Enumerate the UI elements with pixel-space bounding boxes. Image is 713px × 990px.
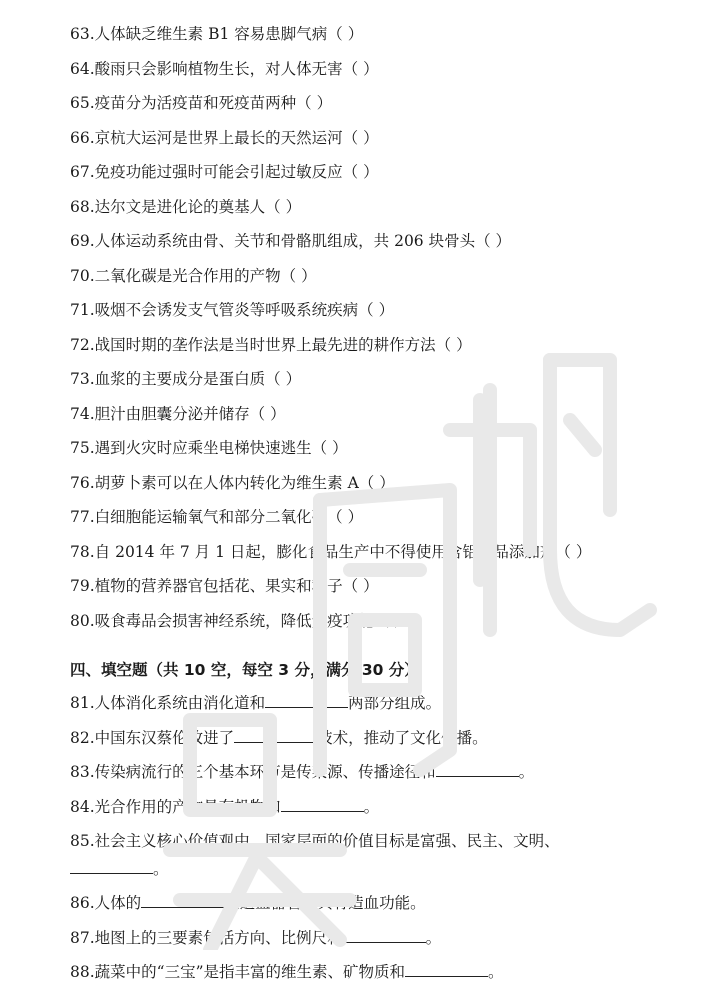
item-number: 81. <box>70 694 95 712</box>
tf-item-63 <box>70 24 363 44</box>
answer-blank[interactable] <box>343 928 426 943</box>
item-text: 达尔文是进化论的奠基人（ ） <box>94 198 302 216</box>
item-number: 79. <box>70 577 95 595</box>
item-text: 吸烟不会诱发支气管炎等呼吸系统疾病（ ） <box>94 301 395 319</box>
answer-blank[interactable] <box>405 962 488 977</box>
item-number: 66. <box>70 129 95 147</box>
item-number: 70. <box>70 267 95 285</box>
item-number: 80. <box>70 612 95 630</box>
item-text: 吸食毒品会损害神经系统，降低免疫功能（ ） <box>94 612 410 630</box>
tf-item-79 <box>70 576 379 596</box>
tf-item-64 <box>70 59 379 79</box>
item-text: 白细胞能运输氧气和部分二氧化碳（ ） <box>94 508 364 526</box>
item-text: 免疫功能过强时可能会引起过敏反应（ ） <box>94 163 379 181</box>
item-number: 78. <box>70 543 95 561</box>
item-number: 63. <box>70 25 95 43</box>
item-number: 83. <box>70 763 95 781</box>
tf-item-75 <box>70 438 348 458</box>
tf-item-77 <box>70 507 363 527</box>
answer-blank[interactable] <box>265 693 348 708</box>
item-text: 疫苗分为活疫苗和死疫苗两种（ ） <box>94 94 333 112</box>
answer-blank[interactable] <box>70 859 153 874</box>
item-text: 自 2014 年 7 月 1 日起，膨化食品生产中不得使用含铝食品添加剂（ ） <box>94 543 592 561</box>
tf-item-67 <box>70 162 379 182</box>
fill-item-82 <box>70 728 488 748</box>
tf-item-73 <box>70 369 301 389</box>
answer-blank[interactable] <box>234 728 317 743</box>
item-number: 82. <box>70 729 95 747</box>
item-text: 血浆的主要成分是蛋白质（ ） <box>94 370 302 388</box>
tf-item-66 <box>70 128 379 148</box>
item-text-after: 。 <box>425 929 442 947</box>
tf-item-70 <box>70 266 317 286</box>
item-text: 人体缺乏维生素 B1 容易患脚气病（ ） <box>94 25 364 43</box>
item-number: 69. <box>70 232 95 250</box>
tf-item-65 <box>70 93 332 113</box>
item-number: 65. <box>70 94 95 112</box>
item-text-after: 。 <box>488 963 504 981</box>
item-number: 67. <box>70 163 95 181</box>
tf-item-72 <box>70 335 472 355</box>
item-text-after: 。 <box>153 860 169 878</box>
fill-item-87 <box>70 928 441 948</box>
item-number: 74. <box>70 405 95 423</box>
item-text: 人体的 <box>94 894 142 912</box>
answer-blank[interactable] <box>281 797 364 812</box>
tf-item-76 <box>70 473 395 493</box>
item-text-after: 是造血器官，具有造血功能。 <box>224 894 426 912</box>
item-text: 胆汁由胆囊分泌并储存（ ） <box>94 405 286 423</box>
item-text: 光合作用的产物是有机物和 <box>94 798 281 816</box>
answer-blank[interactable] <box>141 893 224 908</box>
item-number: 76. <box>70 474 95 492</box>
item-text: 京杭大运河是世界上最长的天然运河（ ） <box>94 129 379 147</box>
item-text: 中国东汉蔡伦改进了 <box>94 729 235 747</box>
fill-item-85-continuation <box>70 859 169 879</box>
item-number: 86. <box>70 894 95 912</box>
item-number: 77. <box>70 508 95 526</box>
item-number: 72. <box>70 336 95 354</box>
tf-item-71 <box>70 300 394 320</box>
item-number: 85. <box>70 832 95 850</box>
item-number: 71. <box>70 301 95 319</box>
fill-item-81 <box>70 693 441 713</box>
tf-item-69 <box>70 231 511 251</box>
item-text: 战国时期的垄作法是当时世界上最先进的耕作方法（ ） <box>94 336 472 354</box>
item-number: 73. <box>70 370 95 388</box>
fill-item-84 <box>70 797 379 817</box>
item-text: 二氧化碳是光合作用的产物（ ） <box>94 267 317 285</box>
item-text-after: 。 <box>518 763 535 781</box>
tf-item-80 <box>70 611 410 631</box>
item-text: 传染病流行的三个基本环节是传染源、传播途径和 <box>94 763 436 781</box>
item-text: 人体运动系统由骨、关节和骨骼肌组成，共 206 块骨头（ ） <box>94 232 512 250</box>
item-text: 人体消化系统由消化道和 <box>94 694 266 712</box>
item-text: 蔬菜中的“三宝”是指丰富的维生素、矿物质和 <box>94 963 406 981</box>
item-number: 87. <box>70 929 95 947</box>
item-text: 酸雨只会影响植物生长，对人体无害（ ） <box>94 60 379 78</box>
item-text: 胡萝卜素可以在人体内转化为维生素 A（ ） <box>94 474 395 492</box>
item-number: 68. <box>70 198 95 216</box>
tf-item-78 <box>70 542 591 562</box>
section-heading: 四、填空题（共 10 空，每空 3 分，满分 30 分） <box>70 661 420 679</box>
fill-item-83 <box>70 762 534 782</box>
fill-item-88 <box>70 962 504 982</box>
item-text-after: 技术，推动了文化传播。 <box>317 729 488 747</box>
item-number: 84. <box>70 798 95 816</box>
item-text-after: 两部分组成。 <box>348 694 442 712</box>
tf-item-74 <box>70 404 286 424</box>
tf-item-68 <box>70 197 301 217</box>
item-number: 88. <box>70 963 95 981</box>
item-text: 地图上的三要素包括方向、比例尺和 <box>94 929 343 947</box>
fill-item-86 <box>70 893 426 913</box>
item-text: 社会主义核心价值观中，国家层面的价值目标是富强、民主、文明、 <box>94 832 560 850</box>
item-text: 植物的营养器官包括花、果实和种子（ ） <box>94 577 379 595</box>
answer-blank[interactable] <box>436 762 519 777</box>
item-number: 64. <box>70 60 95 78</box>
item-number: 75. <box>70 439 95 457</box>
item-text: 遇到火灾时应乘坐电梯快速逃生（ ） <box>94 439 348 457</box>
fill-item-85 <box>70 831 560 851</box>
item-text-after: 。 <box>363 798 380 816</box>
